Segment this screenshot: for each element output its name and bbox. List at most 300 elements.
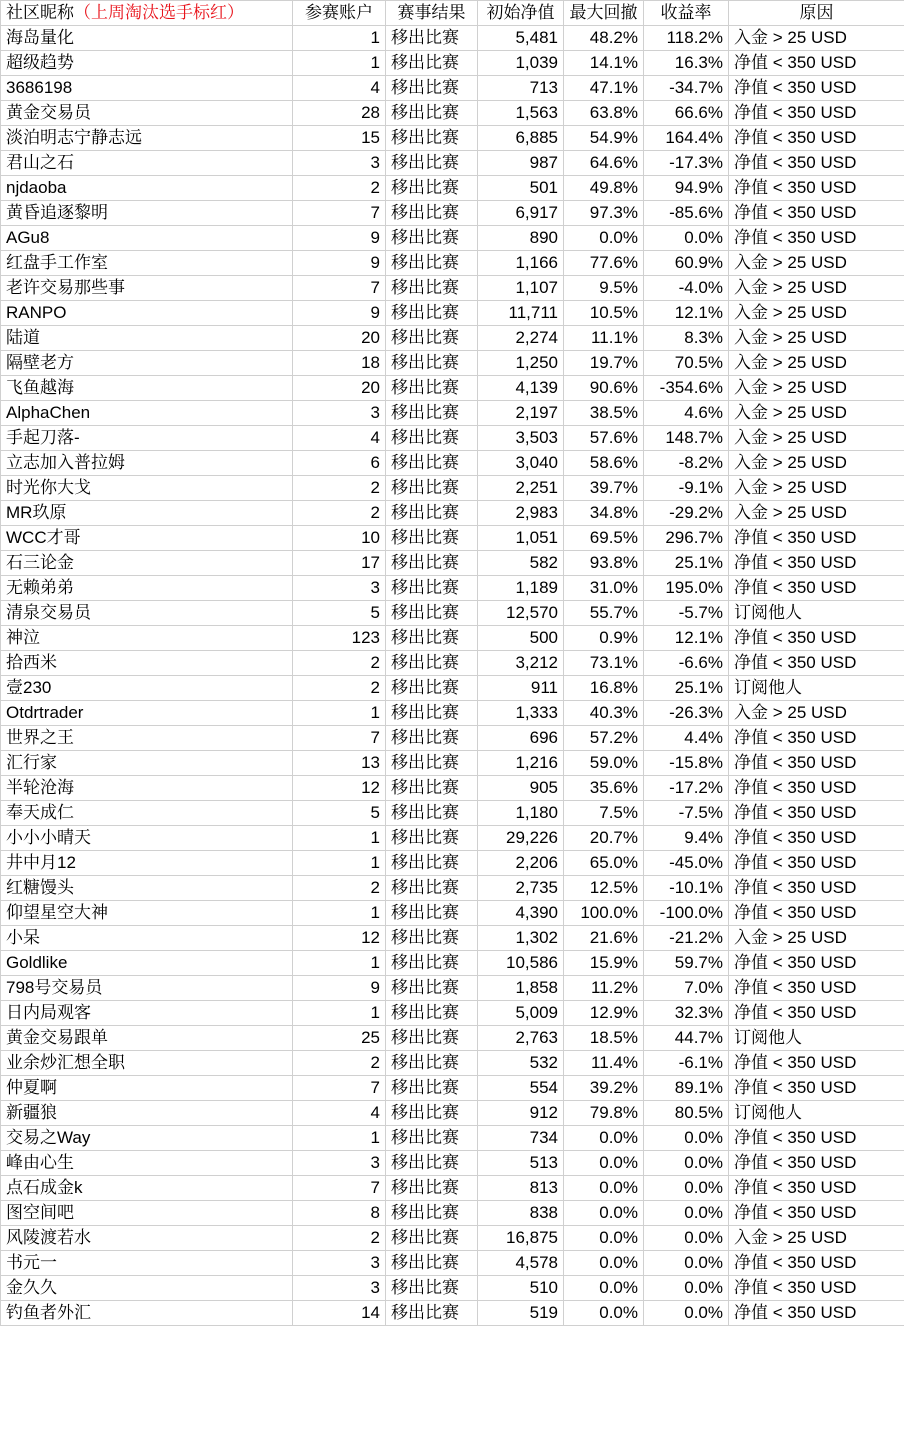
- cell-return-rate: 32.3%: [644, 1001, 729, 1026]
- cell-name: 立志加入普拉姆: [1, 451, 293, 476]
- table-row: [1, 601, 904, 626]
- table-row: [1, 76, 904, 101]
- cell-return-rate: 4.6%: [644, 401, 729, 426]
- cell-reason: 净值 < 350 USD: [729, 751, 904, 776]
- cell-max-drawdown: 11.2%: [564, 976, 644, 1001]
- table-row: [1, 501, 904, 526]
- table-row: [1, 851, 904, 876]
- cell-max-drawdown: 0.0%: [564, 1126, 644, 1151]
- table-row: [1, 551, 904, 576]
- cell-result: 移出比赛: [386, 1201, 478, 1226]
- cell-initial-equity: 1,563: [478, 101, 564, 126]
- cell-name: 手起刀落-: [1, 426, 293, 451]
- cell-name: 3686198: [1, 76, 293, 101]
- table-row: [1, 776, 904, 801]
- cell-initial-equity: 5,481: [478, 26, 564, 51]
- header-row: [1, 1, 904, 26]
- cell-reason: 净值 < 350 USD: [729, 551, 904, 576]
- cell-return-rate: 195.0%: [644, 576, 729, 601]
- cell-return-rate: -15.8%: [644, 751, 729, 776]
- cell-accounts: 12: [293, 776, 386, 801]
- cell-return-rate: -10.1%: [644, 876, 729, 901]
- cell-accounts: 20: [293, 376, 386, 401]
- cell-accounts: 1: [293, 51, 386, 76]
- table-row: [1, 276, 904, 301]
- cell-return-rate: 9.4%: [644, 826, 729, 851]
- cell-max-drawdown: 0.0%: [564, 1276, 644, 1301]
- cell-return-rate: 25.1%: [644, 676, 729, 701]
- cell-name: 风陵渡若水: [1, 1226, 293, 1251]
- table-row: [1, 1201, 904, 1226]
- table-row: [1, 101, 904, 126]
- cell-return-rate: 164.4%: [644, 126, 729, 151]
- cell-initial-equity: 713: [478, 76, 564, 101]
- table-row: [1, 751, 904, 776]
- cell-max-drawdown: 49.8%: [564, 176, 644, 201]
- table-row: [1, 1176, 904, 1201]
- cell-reason: 入金 > 25 USD: [729, 26, 904, 51]
- cell-initial-equity: 911: [478, 676, 564, 701]
- cell-accounts: 10: [293, 526, 386, 551]
- cell-initial-equity: 696: [478, 726, 564, 751]
- cell-reason: 入金 > 25 USD: [729, 326, 904, 351]
- cell-initial-equity: 6,917: [478, 201, 564, 226]
- cell-initial-equity: 554: [478, 1076, 564, 1101]
- cell-accounts: 2: [293, 876, 386, 901]
- cell-return-rate: -45.0%: [644, 851, 729, 876]
- cell-name: njdaoba: [1, 176, 293, 201]
- table-row: [1, 301, 904, 326]
- cell-initial-equity: 3,040: [478, 451, 564, 476]
- cell-initial-equity: 2,983: [478, 501, 564, 526]
- table-row: [1, 526, 904, 551]
- cell-result: 移出比赛: [386, 1151, 478, 1176]
- cell-name: 交易之Way: [1, 1126, 293, 1151]
- cell-return-rate: 0.0%: [644, 1176, 729, 1201]
- cell-accounts: 7: [293, 201, 386, 226]
- cell-result: 移出比赛: [386, 1251, 478, 1276]
- cell-reason: 净值 < 350 USD: [729, 776, 904, 801]
- cell-accounts: 3: [293, 1251, 386, 1276]
- table-row: [1, 26, 904, 51]
- cell-accounts: 2: [293, 1051, 386, 1076]
- cell-reason: 订阅他人: [729, 1101, 904, 1126]
- cell-result: 移出比赛: [386, 51, 478, 76]
- cell-max-drawdown: 97.3%: [564, 201, 644, 226]
- table-row: [1, 1301, 904, 1326]
- cell-initial-equity: 1,180: [478, 801, 564, 826]
- cell-return-rate: 4.4%: [644, 726, 729, 751]
- cell-return-rate: 25.1%: [644, 551, 729, 576]
- cell-accounts: 1: [293, 826, 386, 851]
- cell-return-rate: 94.9%: [644, 176, 729, 201]
- cell-max-drawdown: 11.1%: [564, 326, 644, 351]
- cell-accounts: 7: [293, 1176, 386, 1201]
- cell-return-rate: 0.0%: [644, 1251, 729, 1276]
- table-row: [1, 176, 904, 201]
- cell-reason: 净值 < 350 USD: [729, 201, 904, 226]
- cell-max-drawdown: 77.6%: [564, 251, 644, 276]
- cell-reason: 净值 < 350 USD: [729, 1076, 904, 1101]
- cell-reason: 净值 < 350 USD: [729, 876, 904, 901]
- table-row: [1, 1251, 904, 1276]
- cell-reason: 入金 > 25 USD: [729, 451, 904, 476]
- cell-reason: 净值 < 350 USD: [729, 1001, 904, 1026]
- cell-reason: 净值 < 350 USD: [729, 576, 904, 601]
- cell-name: 清泉交易员: [1, 601, 293, 626]
- cell-name: 奉天成仁: [1, 801, 293, 826]
- cell-result: 移出比赛: [386, 776, 478, 801]
- cell-reason: 入金 > 25 USD: [729, 926, 904, 951]
- cell-accounts: 1: [293, 1126, 386, 1151]
- cell-return-rate: 148.7%: [644, 426, 729, 451]
- cell-return-rate: -85.6%: [644, 201, 729, 226]
- cell-return-rate: -17.2%: [644, 776, 729, 801]
- cell-name: 半轮沧海: [1, 776, 293, 801]
- cell-reason: 净值 < 350 USD: [729, 826, 904, 851]
- cell-max-drawdown: 38.5%: [564, 401, 644, 426]
- cell-result: 移出比赛: [386, 351, 478, 376]
- table-row: [1, 901, 904, 926]
- cell-return-rate: 60.9%: [644, 251, 729, 276]
- cell-reason: 净值 < 350 USD: [729, 126, 904, 151]
- table-row: [1, 1151, 904, 1176]
- column-header-accounts: 参赛账户: [293, 1, 386, 26]
- cell-max-drawdown: 93.8%: [564, 551, 644, 576]
- cell-return-rate: 0.0%: [644, 1226, 729, 1251]
- cell-result: 移出比赛: [386, 301, 478, 326]
- cell-initial-equity: 11,711: [478, 301, 564, 326]
- cell-return-rate: -6.6%: [644, 651, 729, 676]
- table-row: [1, 1026, 904, 1051]
- cell-reason: 订阅他人: [729, 676, 904, 701]
- cell-return-rate: 0.0%: [644, 1276, 729, 1301]
- cell-accounts: 7: [293, 1076, 386, 1101]
- cell-name: 金久久: [1, 1276, 293, 1301]
- cell-max-drawdown: 39.2%: [564, 1076, 644, 1101]
- column-header-reason: 原因: [729, 1, 904, 26]
- cell-return-rate: 0.0%: [644, 1126, 729, 1151]
- cell-max-drawdown: 11.4%: [564, 1051, 644, 1076]
- cell-initial-equity: 4,578: [478, 1251, 564, 1276]
- cell-reason: 入金 > 25 USD: [729, 351, 904, 376]
- cell-return-rate: 66.6%: [644, 101, 729, 126]
- cell-reason: 净值 < 350 USD: [729, 976, 904, 1001]
- cell-accounts: 1: [293, 851, 386, 876]
- cell-result: 移出比赛: [386, 901, 478, 926]
- cell-accounts: 2: [293, 1226, 386, 1251]
- cell-name: 图空间吧: [1, 1201, 293, 1226]
- cell-result: 移出比赛: [386, 1101, 478, 1126]
- cell-max-drawdown: 0.0%: [564, 1226, 644, 1251]
- cell-reason: 入金 > 25 USD: [729, 426, 904, 451]
- table-row: [1, 976, 904, 1001]
- cell-max-drawdown: 0.0%: [564, 1176, 644, 1201]
- cell-reason: 净值 < 350 USD: [729, 76, 904, 101]
- table-row: [1, 1001, 904, 1026]
- cell-initial-equity: 501: [478, 176, 564, 201]
- cell-name: 淡泊明志宁静志远: [1, 126, 293, 151]
- cell-initial-equity: 2,735: [478, 876, 564, 901]
- cell-return-rate: 70.5%: [644, 351, 729, 376]
- cell-name: 时光你大戈: [1, 476, 293, 501]
- cell-result: 移出比赛: [386, 376, 478, 401]
- cell-name: 钓鱼者外汇: [1, 1301, 293, 1326]
- cell-name: 壹230: [1, 676, 293, 701]
- cell-name: 海岛量化: [1, 26, 293, 51]
- cell-result: 移出比赛: [386, 676, 478, 701]
- cell-return-rate: -4.0%: [644, 276, 729, 301]
- cell-initial-equity: 2,206: [478, 851, 564, 876]
- cell-max-drawdown: 31.0%: [564, 576, 644, 601]
- cell-initial-equity: 912: [478, 1101, 564, 1126]
- cell-name: 老许交易那些事: [1, 276, 293, 301]
- cell-name: 世界之王: [1, 726, 293, 751]
- cell-return-rate: 0.0%: [644, 226, 729, 251]
- cell-result: 移出比赛: [386, 1026, 478, 1051]
- cell-accounts: 3: [293, 1151, 386, 1176]
- cell-initial-equity: 2,197: [478, 401, 564, 426]
- cell-reason: 净值 < 350 USD: [729, 726, 904, 751]
- cell-accounts: 3: [293, 576, 386, 601]
- cell-accounts: 8: [293, 1201, 386, 1226]
- table-row: [1, 1276, 904, 1301]
- cell-result: 移出比赛: [386, 876, 478, 901]
- cell-name: 业余炒汇想全职: [1, 1051, 293, 1076]
- cell-accounts: 1: [293, 901, 386, 926]
- cell-max-drawdown: 0.0%: [564, 226, 644, 251]
- cell-return-rate: 296.7%: [644, 526, 729, 551]
- cell-max-drawdown: 48.2%: [564, 26, 644, 51]
- cell-result: 移出比赛: [386, 626, 478, 651]
- cell-result: 移出比赛: [386, 226, 478, 251]
- cell-result: 移出比赛: [386, 826, 478, 851]
- cell-reason: 净值 < 350 USD: [729, 626, 904, 651]
- column-header-initial-equity: 初始净值: [478, 1, 564, 26]
- cell-accounts: 1: [293, 1001, 386, 1026]
- cell-initial-equity: 510: [478, 1276, 564, 1301]
- cell-max-drawdown: 63.8%: [564, 101, 644, 126]
- cell-initial-equity: 582: [478, 551, 564, 576]
- cell-initial-equity: 10,586: [478, 951, 564, 976]
- cell-return-rate: -34.7%: [644, 76, 729, 101]
- cell-reason: 入金 > 25 USD: [729, 376, 904, 401]
- cell-accounts: 2: [293, 651, 386, 676]
- cell-reason: 入金 > 25 USD: [729, 301, 904, 326]
- cell-return-rate: -26.3%: [644, 701, 729, 726]
- cell-max-drawdown: 69.5%: [564, 526, 644, 551]
- cell-name: Goldlike: [1, 951, 293, 976]
- cell-result: 移出比赛: [386, 551, 478, 576]
- cell-result: 移出比赛: [386, 1276, 478, 1301]
- table-row: [1, 51, 904, 76]
- cell-name: 黄金交易跟单: [1, 1026, 293, 1051]
- cell-accounts: 28: [293, 101, 386, 126]
- cell-name: 小小小晴天: [1, 826, 293, 851]
- cell-result: 移出比赛: [386, 151, 478, 176]
- cell-accounts: 9: [293, 226, 386, 251]
- cell-name: 黄昏追逐黎明: [1, 201, 293, 226]
- cell-initial-equity: 2,274: [478, 326, 564, 351]
- cell-result: 移出比赛: [386, 326, 478, 351]
- cell-reason: 净值 < 350 USD: [729, 1176, 904, 1201]
- column-header-name: [1, 1, 293, 26]
- cell-name: 红糖馒头: [1, 876, 293, 901]
- cell-reason: 净值 < 350 USD: [729, 1251, 904, 1276]
- cell-initial-equity: 12,570: [478, 601, 564, 626]
- cell-max-drawdown: 12.9%: [564, 1001, 644, 1026]
- cell-name: 拾西米: [1, 651, 293, 676]
- cell-name: RANPO: [1, 301, 293, 326]
- table-row: [1, 826, 904, 851]
- cell-result: 移出比赛: [386, 476, 478, 501]
- cell-initial-equity: 1,302: [478, 926, 564, 951]
- cell-result: 移出比赛: [386, 1176, 478, 1201]
- cell-reason: 净值 < 350 USD: [729, 951, 904, 976]
- table-row: [1, 151, 904, 176]
- cell-name: Otdrtrader: [1, 701, 293, 726]
- cell-return-rate: 12.1%: [644, 626, 729, 651]
- cell-max-drawdown: 0.9%: [564, 626, 644, 651]
- cell-result: 移出比赛: [386, 1051, 478, 1076]
- cell-name: 井中月12: [1, 851, 293, 876]
- cell-initial-equity: 4,139: [478, 376, 564, 401]
- cell-reason: 净值 < 350 USD: [729, 801, 904, 826]
- cell-return-rate: 89.1%: [644, 1076, 729, 1101]
- cell-accounts: 18: [293, 351, 386, 376]
- cell-max-drawdown: 10.5%: [564, 301, 644, 326]
- cell-accounts: 123: [293, 626, 386, 651]
- cell-accounts: 12: [293, 926, 386, 951]
- cell-result: 移出比赛: [386, 426, 478, 451]
- cell-initial-equity: 813: [478, 1176, 564, 1201]
- cell-max-drawdown: 59.0%: [564, 751, 644, 776]
- cell-max-drawdown: 57.2%: [564, 726, 644, 751]
- cell-result: 移出比赛: [386, 101, 478, 126]
- cell-accounts: 15: [293, 126, 386, 151]
- cell-accounts: 25: [293, 1026, 386, 1051]
- cell-result: 移出比赛: [386, 1226, 478, 1251]
- cell-initial-equity: 4,390: [478, 901, 564, 926]
- table-row: [1, 676, 904, 701]
- cell-accounts: 1: [293, 701, 386, 726]
- cell-reason: 净值 < 350 USD: [729, 1276, 904, 1301]
- cell-accounts: 3: [293, 1276, 386, 1301]
- cell-return-rate: -6.1%: [644, 1051, 729, 1076]
- cell-return-rate: -7.5%: [644, 801, 729, 826]
- cell-result: 移出比赛: [386, 926, 478, 951]
- cell-initial-equity: 3,212: [478, 651, 564, 676]
- cell-accounts: 7: [293, 726, 386, 751]
- cell-max-drawdown: 39.7%: [564, 476, 644, 501]
- cell-reason: 入金 > 25 USD: [729, 276, 904, 301]
- cell-result: 移出比赛: [386, 501, 478, 526]
- column-header-result: 赛事结果: [386, 1, 478, 26]
- cell-max-drawdown: 12.5%: [564, 876, 644, 901]
- cell-name: 神泣: [1, 626, 293, 651]
- cell-reason: 入金 > 25 USD: [729, 701, 904, 726]
- cell-reason: 入金 > 25 USD: [729, 1226, 904, 1251]
- cell-accounts: 6: [293, 451, 386, 476]
- column-header-name-text: 社区昵称: [6, 3, 74, 22]
- cell-result: 移出比赛: [386, 276, 478, 301]
- cell-initial-equity: 2,763: [478, 1026, 564, 1051]
- cell-result: 移出比赛: [386, 951, 478, 976]
- cell-reason: 净值 < 350 USD: [729, 901, 904, 926]
- cell-max-drawdown: 35.6%: [564, 776, 644, 801]
- table-row: [1, 876, 904, 901]
- cell-accounts: 2: [293, 501, 386, 526]
- cell-name: 无赖弟弟: [1, 576, 293, 601]
- cell-name: 黄金交易员: [1, 101, 293, 126]
- cell-accounts: 7: [293, 276, 386, 301]
- cell-accounts: 2: [293, 176, 386, 201]
- cell-initial-equity: 6,885: [478, 126, 564, 151]
- cell-accounts: 17: [293, 551, 386, 576]
- cell-name: 日内局观客: [1, 1001, 293, 1026]
- cell-return-rate: -8.2%: [644, 451, 729, 476]
- cell-return-rate: 44.7%: [644, 1026, 729, 1051]
- table-row: [1, 126, 904, 151]
- cell-result: 移出比赛: [386, 576, 478, 601]
- table-row: [1, 201, 904, 226]
- column-header-return-rate: 收益率: [644, 1, 729, 26]
- cell-initial-equity: 987: [478, 151, 564, 176]
- cell-reason: 净值 < 350 USD: [729, 176, 904, 201]
- cell-max-drawdown: 58.6%: [564, 451, 644, 476]
- cell-max-drawdown: 16.8%: [564, 676, 644, 701]
- table-row: [1, 351, 904, 376]
- cell-max-drawdown: 0.0%: [564, 1301, 644, 1326]
- cell-name: 书元一: [1, 1251, 293, 1276]
- cell-reason: 订阅他人: [729, 601, 904, 626]
- cell-return-rate: -100.0%: [644, 901, 729, 926]
- cell-initial-equity: 16,875: [478, 1226, 564, 1251]
- cell-return-rate: 12.1%: [644, 301, 729, 326]
- cell-max-drawdown: 21.6%: [564, 926, 644, 951]
- cell-return-rate: -9.1%: [644, 476, 729, 501]
- cell-accounts: 3: [293, 401, 386, 426]
- cell-result: 移出比赛: [386, 451, 478, 476]
- cell-max-drawdown: 65.0%: [564, 851, 644, 876]
- cell-initial-equity: 905: [478, 776, 564, 801]
- cell-reason: 净值 < 350 USD: [729, 101, 904, 126]
- cell-name: MR玖原: [1, 501, 293, 526]
- table-header: [1, 1, 904, 26]
- cell-reason: 净值 < 350 USD: [729, 1151, 904, 1176]
- cell-accounts: 2: [293, 676, 386, 701]
- table-row: [1, 651, 904, 676]
- table-row: [1, 926, 904, 951]
- cell-result: 移出比赛: [386, 651, 478, 676]
- cell-reason: 净值 < 350 USD: [729, 526, 904, 551]
- cell-reason: 净值 < 350 USD: [729, 1126, 904, 1151]
- cell-name: 飞鱼越海: [1, 376, 293, 401]
- table-row: [1, 376, 904, 401]
- cell-max-drawdown: 54.9%: [564, 126, 644, 151]
- cell-max-drawdown: 0.0%: [564, 1201, 644, 1226]
- cell-name: 点石成金k: [1, 1176, 293, 1201]
- cell-initial-equity: 838: [478, 1201, 564, 1226]
- cell-accounts: 5: [293, 601, 386, 626]
- cell-accounts: 4: [293, 1101, 386, 1126]
- cell-accounts: 3: [293, 151, 386, 176]
- table-row: [1, 576, 904, 601]
- cell-accounts: 9: [293, 301, 386, 326]
- cell-max-drawdown: 40.3%: [564, 701, 644, 726]
- cell-return-rate: 118.2%: [644, 26, 729, 51]
- cell-accounts: 9: [293, 976, 386, 1001]
